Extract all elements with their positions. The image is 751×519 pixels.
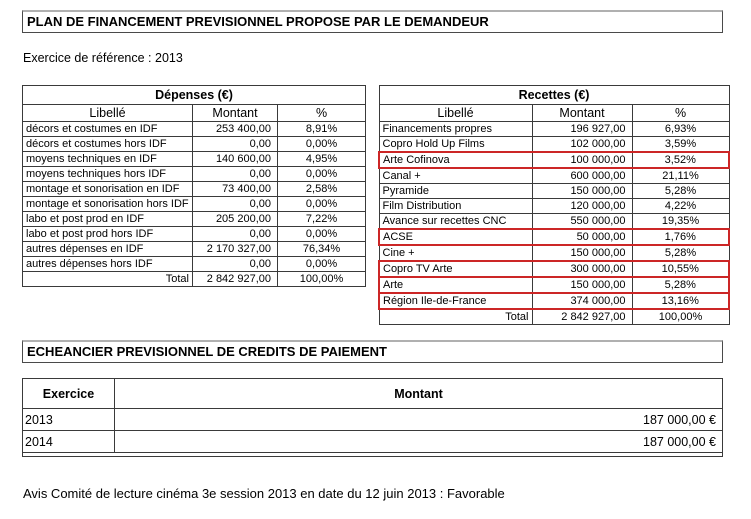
echeancier-row	[23, 409, 723, 431]
depenses-cell-pct: 0,00%	[278, 257, 366, 272]
echeancier-col-exercice: Exercice	[23, 379, 115, 409]
depenses-table-body	[23, 122, 366, 287]
depenses-cell-pct: 0,00%	[278, 137, 366, 152]
avis-comite-text: Avis Comité de lecture cinéma 3e session 2013 en date du 12 juin 2013 : Favorable	[23, 486, 505, 501]
recettes-column-header-row	[379, 105, 729, 122]
depenses-total-label: Total	[23, 272, 193, 287]
depenses-cell-montant: 205 200,00	[193, 212, 278, 227]
recettes-row	[379, 245, 729, 261]
depenses-table-title: Dépenses (€)	[23, 86, 366, 105]
recettes-cell-libelle: Film Distribution	[379, 199, 532, 214]
recettes-cell-pct: 3,59%	[632, 137, 729, 153]
echeancier-cell-montant: 187 000,00 €	[115, 409, 723, 431]
recettes-cell-pct: 1,76%	[632, 229, 729, 245]
recettes-table-body	[379, 122, 729, 325]
plan-financement-section-title: PLAN DE FINANCEMENT PREVISIONNEL PROPOSE PAR LE DEMANDEUR	[22, 10, 723, 33]
depenses-cell-libelle: labo et post prod hors IDF	[23, 227, 193, 242]
recettes-cell-libelle: Copro TV Arte	[379, 261, 532, 277]
recettes-col-libelle: Libellé	[379, 105, 532, 122]
recettes-cell-libelle: Cine +	[379, 245, 532, 261]
depenses-cell-pct: 7,22%	[278, 212, 366, 227]
recettes-cell-pct: 21,11%	[632, 168, 729, 184]
recettes-row	[379, 293, 729, 309]
echeancier-table-head	[23, 379, 723, 409]
recettes-row	[379, 152, 729, 168]
recettes-col-montant: Montant	[532, 105, 632, 122]
recettes-row	[379, 261, 729, 277]
depenses-cell-pct: 76,34%	[278, 242, 366, 257]
depenses-total-montant: 2 842 927,00	[193, 272, 278, 287]
recettes-table-head	[379, 86, 729, 122]
recettes-cell-montant: 150 000,00	[532, 184, 632, 199]
recettes-cell-libelle: Région Ile-de-France	[379, 293, 532, 309]
recettes-cell-montant: 150 000,00	[532, 245, 632, 261]
depenses-row	[23, 257, 366, 272]
echeancier-header-row	[23, 379, 723, 409]
recettes-cell-pct: 3,52%	[632, 152, 729, 168]
recettes-cell-pct: 5,28%	[632, 277, 729, 293]
recettes-row	[379, 214, 729, 230]
depenses-cell-libelle: montage et sonorisation en IDF	[23, 182, 193, 197]
echeancier-col-montant: Montant	[115, 379, 723, 409]
depenses-row	[23, 137, 366, 152]
depenses-title-row	[23, 86, 366, 105]
echeancier-cell-exercice: 2013	[23, 409, 115, 431]
recettes-cell-pct: 13,16%	[632, 293, 729, 309]
echeancier-spacer-cell	[23, 453, 723, 457]
recettes-cell-libelle: Pyramide	[379, 184, 532, 199]
depenses-table	[22, 85, 366, 287]
depenses-table-head	[23, 86, 366, 122]
depenses-cell-pct: 0,00%	[278, 227, 366, 242]
recettes-cell-pct: 6,93%	[632, 122, 729, 137]
depenses-cell-montant: 0,00	[193, 197, 278, 212]
recettes-cell-libelle: Financements propres	[379, 122, 532, 137]
recettes-cell-montant: 550 000,00	[532, 214, 632, 230]
depenses-total-pct: 100,00%	[278, 272, 366, 287]
recettes-table-title: Recettes (€)	[379, 86, 729, 105]
echeancier-row	[23, 431, 723, 453]
recettes-cell-montant: 120 000,00	[532, 199, 632, 214]
recettes-cell-pct: 19,35%	[632, 214, 729, 230]
depenses-total-row	[23, 272, 366, 287]
depenses-row	[23, 227, 366, 242]
recettes-total-montant: 2 842 927,00	[532, 309, 632, 325]
depenses-col-libelle: Libellé	[23, 105, 193, 122]
depenses-cell-libelle: montage et sonorisation hors IDF	[23, 197, 193, 212]
depenses-row	[23, 197, 366, 212]
depenses-cell-montant: 0,00	[193, 257, 278, 272]
depenses-row	[23, 182, 366, 197]
recettes-total-label: Total	[379, 309, 532, 325]
recettes-row	[379, 199, 729, 214]
depenses-col-montant: Montant	[193, 105, 278, 122]
recettes-row	[379, 137, 729, 153]
recettes-cell-montant: 50 000,00	[532, 229, 632, 245]
echeancier-table	[22, 378, 723, 457]
recettes-cell-libelle: Arte	[379, 277, 532, 293]
recettes-cell-montant: 150 000,00	[532, 277, 632, 293]
depenses-cell-montant: 2 170 327,00	[193, 242, 278, 257]
echeancier-cell-exercice: 2014	[23, 431, 115, 453]
recettes-cell-montant: 600 000,00	[532, 168, 632, 184]
depenses-row	[23, 152, 366, 167]
recettes-row	[379, 277, 729, 293]
recettes-row	[379, 229, 729, 245]
recettes-cell-pct: 5,28%	[632, 245, 729, 261]
depenses-cell-montant: 0,00	[193, 167, 278, 182]
echeancier-section-title: ECHEANCIER PREVISIONNEL DE CREDITS DE PAIEMENT	[22, 340, 723, 363]
depenses-cell-pct: 8,91%	[278, 122, 366, 137]
depenses-cell-montant: 73 400,00	[193, 182, 278, 197]
recettes-cell-libelle: Arte Cofinova	[379, 152, 532, 168]
depenses-cell-pct: 0,00%	[278, 197, 366, 212]
echeancier-table-body	[23, 409, 723, 457]
recettes-cell-pct: 10,55%	[632, 261, 729, 277]
recettes-col-pct: %	[632, 105, 729, 122]
depenses-row	[23, 242, 366, 257]
echeancier-cell-montant: 187 000,00 €	[115, 431, 723, 453]
recettes-total-pct: 100,00%	[632, 309, 729, 325]
recettes-total-row	[379, 309, 729, 325]
recettes-cell-montant: 102 000,00	[532, 137, 632, 153]
depenses-cell-libelle: décors et costumes hors IDF	[23, 137, 193, 152]
recettes-row	[379, 184, 729, 199]
recettes-row	[379, 168, 729, 184]
recettes-cell-pct: 4,22%	[632, 199, 729, 214]
recettes-cell-libelle: Avance sur recettes CNC	[379, 214, 532, 230]
recettes-title-row	[379, 86, 729, 105]
depenses-cell-montant: 140 600,00	[193, 152, 278, 167]
depenses-row	[23, 122, 366, 137]
recettes-row	[379, 122, 729, 137]
depenses-row	[23, 167, 366, 182]
depenses-cell-pct: 4,95%	[278, 152, 366, 167]
depenses-cell-pct: 0,00%	[278, 167, 366, 182]
depenses-cell-libelle: autres dépenses hors IDF	[23, 257, 193, 272]
depenses-col-pct: %	[278, 105, 366, 122]
depenses-cell-montant: 0,00	[193, 137, 278, 152]
recettes-table	[378, 85, 730, 325]
recettes-cell-montant: 196 927,00	[532, 122, 632, 137]
recettes-cell-montant: 374 000,00	[532, 293, 632, 309]
depenses-cell-libelle: autres dépenses en IDF	[23, 242, 193, 257]
depenses-cell-libelle: labo et post prod en IDF	[23, 212, 193, 227]
depenses-cell-pct: 2,58%	[278, 182, 366, 197]
depenses-cell-libelle: décors et costumes en IDF	[23, 122, 193, 137]
recettes-cell-libelle: ACSE	[379, 229, 532, 245]
recettes-cell-pct: 5,28%	[632, 184, 729, 199]
depenses-cell-montant: 0,00	[193, 227, 278, 242]
recettes-cell-libelle: Canal +	[379, 168, 532, 184]
recettes-cell-montant: 300 000,00	[532, 261, 632, 277]
exercice-reference-text: Exercice de référence : 2013	[23, 51, 183, 65]
echeancier-spacer-row	[23, 453, 723, 457]
recettes-cell-libelle: Copro Hold Up Films	[379, 137, 532, 153]
depenses-cell-libelle: moyens techniques hors IDF	[23, 167, 193, 182]
depenses-cell-montant: 253 400,00	[193, 122, 278, 137]
depenses-column-header-row	[23, 105, 366, 122]
recettes-cell-montant: 100 000,00	[532, 152, 632, 168]
depenses-cell-libelle: moyens techniques en IDF	[23, 152, 193, 167]
depenses-row	[23, 212, 366, 227]
